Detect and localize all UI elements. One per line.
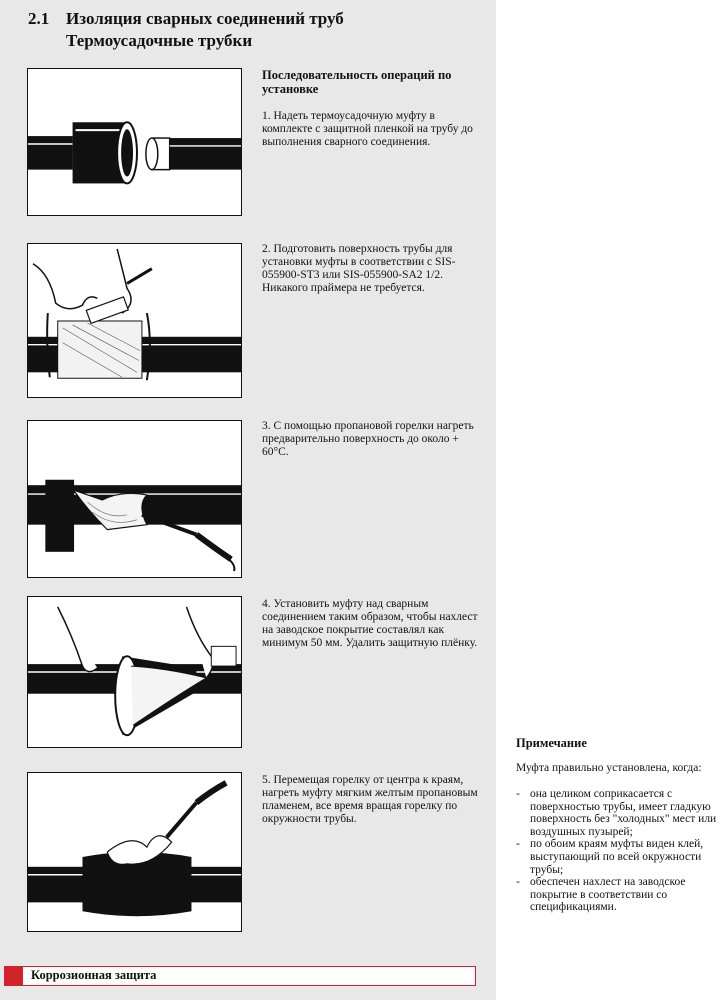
figure-surface-brushing	[27, 243, 242, 398]
section-title-line2: Термоусадочные трубки	[66, 31, 253, 50]
propane-preheating-illustration	[28, 421, 241, 577]
sleeve-on-pipe-illustration	[28, 69, 241, 215]
note-item: - она целиком соприкасается с поверхностью трубы, имеет гладкую поверхность без "холодных" мест или воздушных пузырей;	[516, 788, 721, 838]
note-intro: Муфта правильно установлена, когда:	[516, 762, 702, 774]
section-title-line1: Изоляция сварных соединений труб	[66, 9, 344, 28]
footer-bar	[4, 966, 476, 986]
step-5: 5. Перемещая горелку от центра к краям, нагреть муфту мягким желтым пропановым пламенем, все время вращая горелку по окружности трубы.	[262, 774, 478, 825]
footer-accent	[5, 967, 23, 985]
figure-sleeve-positioning	[27, 596, 242, 748]
footer-label: Коррозионная защита	[31, 968, 157, 982]
shrink-heating-illustration	[28, 773, 241, 931]
sleeve-positioning-illustration	[28, 597, 241, 747]
procedure-heading: Последовательность операций по установке	[262, 68, 452, 96]
section-number: 2.1	[28, 9, 50, 28]
step-3: 3. С помощью пропановой горелки нагреть предварительно поверхность до около + 60°C.	[262, 420, 474, 458]
note-title: Примечание	[516, 736, 587, 750]
note-item: - обеспечен нахлест на заводское покрытие в соответствии со спецификациями.	[516, 876, 721, 914]
section-title	[28, 8, 344, 52]
note-list	[516, 788, 721, 914]
step-2: 2. Подготовить поверхность трубы для установки муфты в соответствии с SIS-055900-ST3 или SIS-055900-SA2 1/2. Никакого праймера не требуется.	[262, 243, 456, 294]
figure-propane-preheating	[27, 420, 242, 578]
figure-shrink-heating	[27, 772, 242, 932]
note-item: - по обоим краям муфты виден клей, выступающий по всей окружности трубы;	[516, 838, 721, 876]
step-1: 1. Надеть термоусадочную муфту в комплекте с защитной пленкой на трубу до выполнения сварного соединения.	[262, 110, 473, 148]
step-4: 4. Установить муфту над сварным соединением таким образом, чтобы нахлест на заводское покрытие составлял как минимум 50 мм. Удалить защитную плёнку.	[262, 598, 478, 649]
figure-sleeve-on-pipe	[27, 68, 242, 216]
surface-brushing-illustration	[28, 244, 241, 397]
